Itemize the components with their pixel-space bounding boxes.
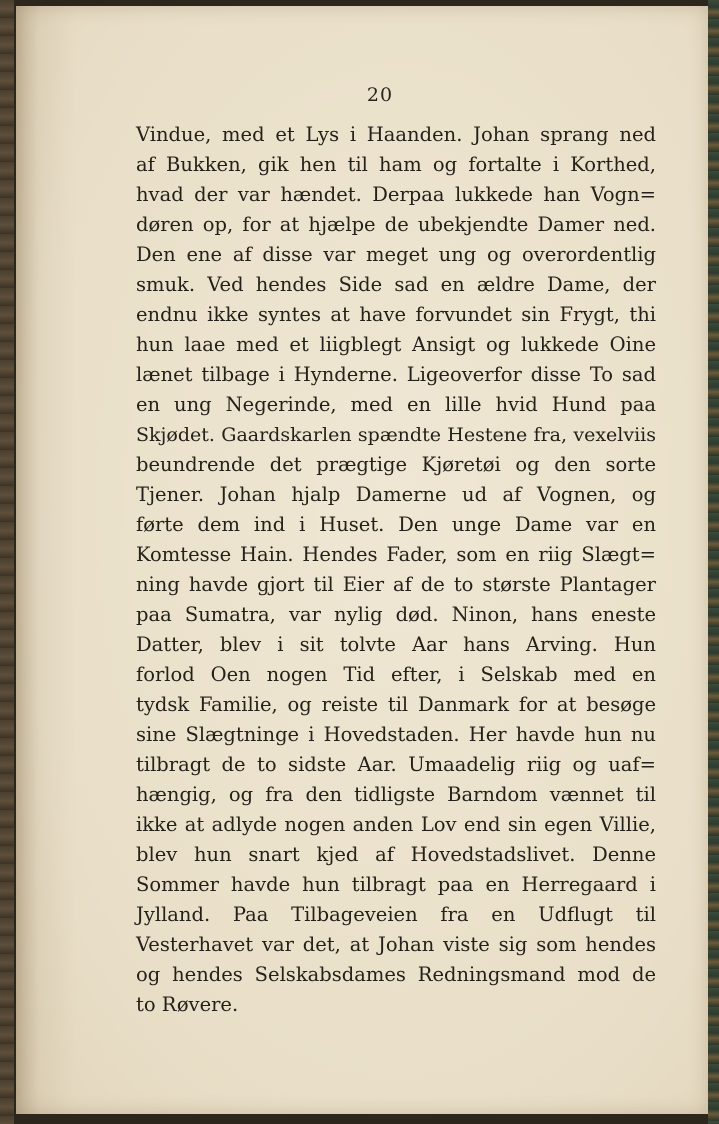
text-line: blev hun snart kjed af Hovedstadslivet. Denne [136, 843, 656, 866]
text-line: Sommer havde hun tilbragt paa en Herregaard i [136, 873, 656, 896]
text-line: endnu ikke syntes at have forvundet sin Frygt, thi [136, 303, 656, 326]
text-line: ikke at adlyde nogen anden Lov end sin egen Villie, [136, 813, 656, 836]
text-line: hvad der var hændet. Derpaa lukkede han Vogn= [136, 183, 656, 206]
text-line: tilbragt de to sidste Aar. Umaadelig riig og uaf= [136, 753, 656, 776]
text-line: af Bukken, gik hen til ham og fortalte i Korthed, [136, 153, 656, 176]
text-line: og hendes Selskabsdames Redningsmand mod de [136, 963, 656, 986]
text-line: døren op, for at hjælpe de ubekjendte Damer ned. [136, 213, 656, 236]
text-line: sine Slægtninge i Hovedstaden. Her havde hun nu [136, 723, 656, 746]
text-line: Komtesse Hain. Hendes Fader, som en riig Slægt= [136, 543, 656, 566]
text-line: Skjødet. Gaardskarlen spændte Hestene fra, vexelviis [136, 424, 656, 446]
text-line: beundrende det prægtige Kjøretøi og den sorte [136, 453, 656, 476]
text-line: førte dem ind i Huset. Den unge Dame var en [136, 513, 656, 536]
text-line: Datter, blev i sit tolvte Aar hans Arving. Hun [136, 633, 656, 656]
text-line: en ung Negerinde, med en lille hvid Hund paa [136, 393, 656, 416]
text-line: to Røvere. [136, 993, 239, 1016]
text-line: smuk. Ved hendes Side sad en ældre Dame, der [136, 273, 656, 296]
text-line: Vindue, med et Lys i Haanden. Johan sprang ned [136, 123, 656, 146]
text-line: Jylland. Paa Tilbageveien fra en Udflugt til [136, 903, 656, 926]
page-number: 20 [366, 84, 394, 106]
text-line: Den ene af disse var meget ung og overordentlig [136, 243, 656, 266]
body-text [136, 120, 656, 1020]
text-line: hun laae med et liigblegt Ansigt og lukkede Oine [136, 333, 656, 356]
text-line: lænet tilbage i Hynderne. Ligeoverfor disse To sad [136, 363, 656, 386]
text-line: Tjener. Johan hjalp Damerne ud af Vognen, og [136, 483, 656, 506]
book-spine [0, 0, 14, 1124]
text-line: tydsk Familie, og reiste til Danmark for at besøge [136, 693, 656, 716]
text-line: hængig, og fra den tidligste Barndom vænnet til [136, 783, 656, 806]
text-line: Vesterhavet var det, at Johan viste sig som hendes [136, 933, 656, 956]
book-edge [708, 0, 719, 1124]
text-line: paa Sumatra, var nylig død. Ninon, hans eneste [136, 603, 656, 626]
text-line: ning havde gjort til Eier af de to største Plantager [136, 573, 656, 596]
text-line: forlod Oen nogen Tid efter, i Selskab med en [136, 663, 656, 686]
